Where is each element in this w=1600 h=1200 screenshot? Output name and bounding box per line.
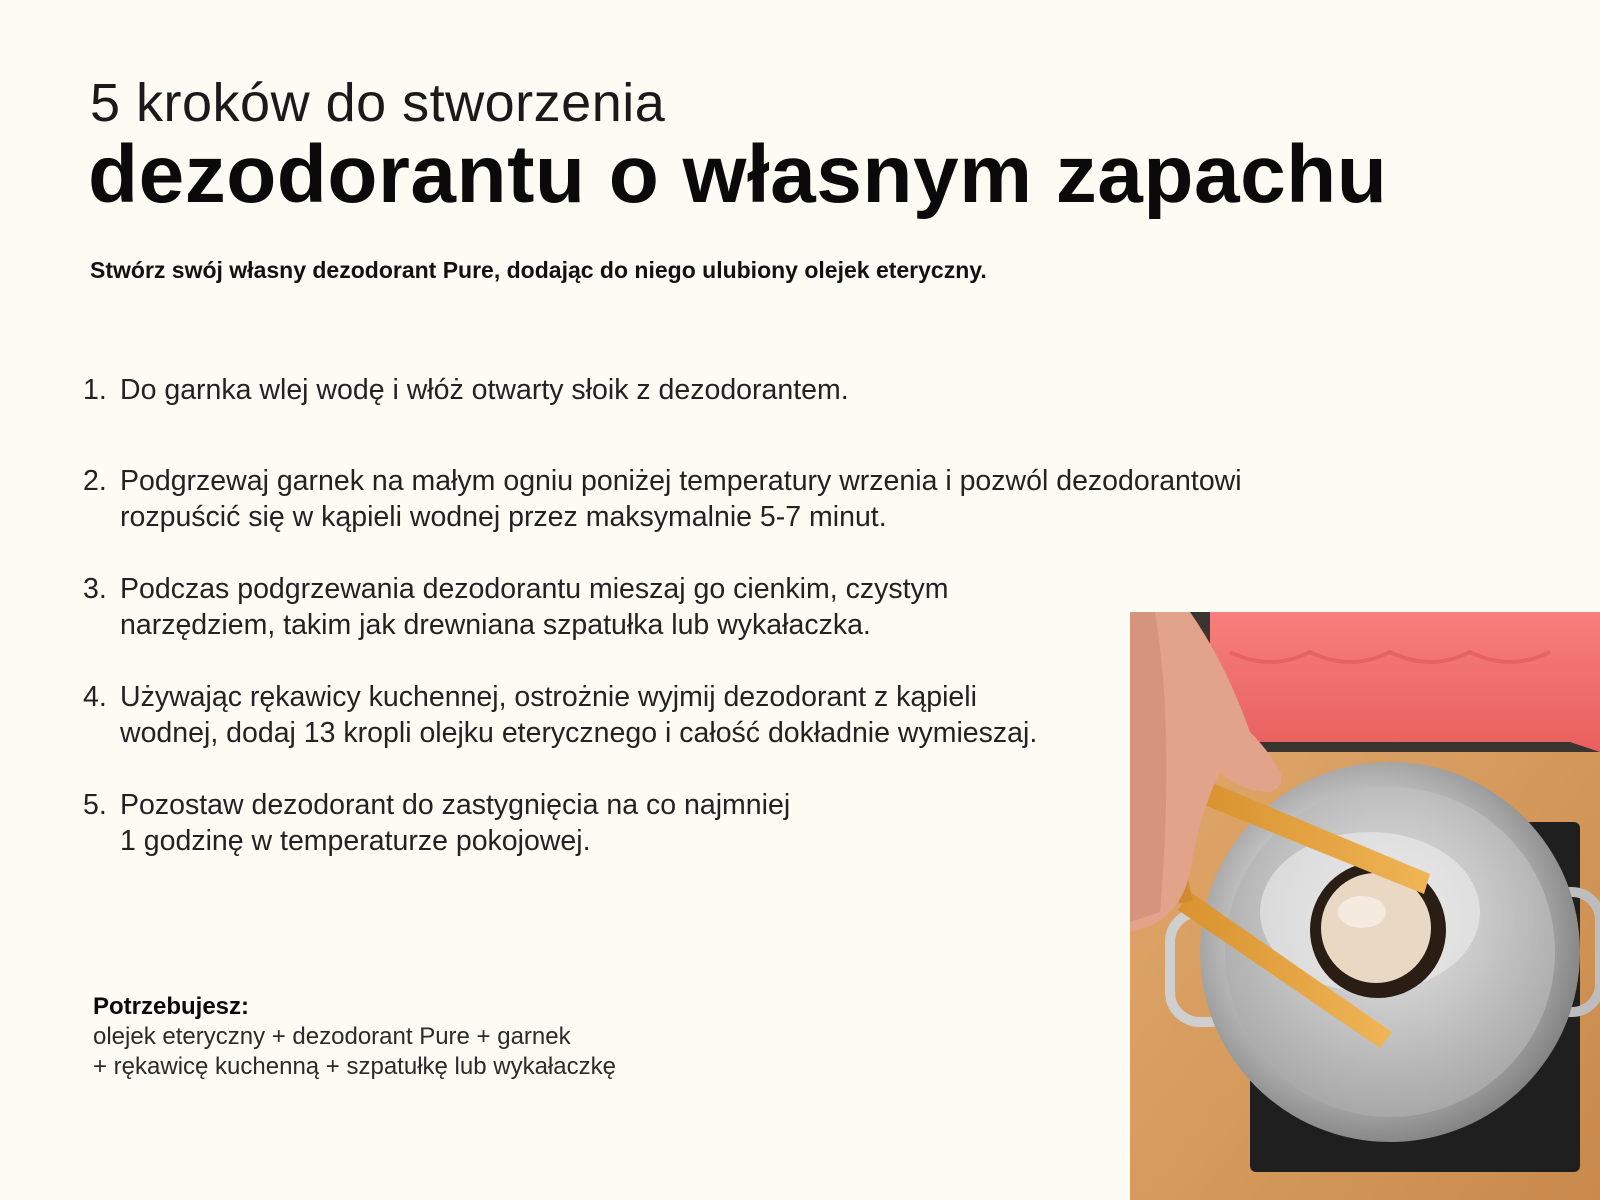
step-text: Podgrzewaj garnek na małym ogniu poniżej temperatury wrzenia i pozwól dezodorantowi rozpuścić się w kąpieli wodnej przez maksymalnie 5-7 minut. (120, 465, 1242, 533)
requirements-box (93, 992, 616, 1082)
step-number: 5. (83, 789, 107, 821)
pot-with-jar-photo (1130, 612, 1600, 1200)
step-item (80, 571, 1242, 643)
step-item (80, 463, 1242, 535)
step-number: 3. (83, 573, 107, 605)
title-line-1: 5 kroków do stworzenia (90, 73, 666, 133)
step-text: Podczas podgrzewania dezodorantu mieszaj go cienkim, czystym narzędziem, takim jak drewniana szpatułka lub wykałaczka. (120, 573, 949, 641)
step-number: 2. (83, 465, 107, 497)
step-text: Pozostaw dezodorant do zastygnięcia na co najmniej 1 godzinę w temperaturze pokojowej. (120, 789, 791, 857)
requirements-line: + rękawicę kuchenną + szpatułkę lub wykałaczkę (93, 1053, 616, 1080)
photo-illustration (1130, 612, 1600, 1200)
requirements-line: olejek eteryczny + dezodorant Pure + garnek (93, 1023, 571, 1050)
page-title: dezodorantu o własnym zapachu (88, 129, 1388, 220)
step-item (80, 372, 1242, 408)
requirements-label: Potrzebujesz: (93, 993, 250, 1020)
step-item (80, 679, 1242, 751)
step-text: Do garnka wlej wodę i włóż otwarty słoik z dezodorantem. (120, 374, 849, 406)
subtitle: Stwórz swój własny dezodorant Pure, dodając do niego ulubiony olejek eteryczny. (90, 257, 987, 283)
step-number: 4. (83, 681, 107, 713)
step-number: 1. (83, 374, 107, 406)
step-text: Używając rękawicy kuchennej, ostrożnie wyjmij dezodorant z kąpieli wodnej, dodaj 13 kropli olejku eterycznego i całość dokładnie wymieszaj. (120, 681, 1038, 749)
steps-list (80, 372, 1242, 859)
step-item (80, 787, 1242, 859)
